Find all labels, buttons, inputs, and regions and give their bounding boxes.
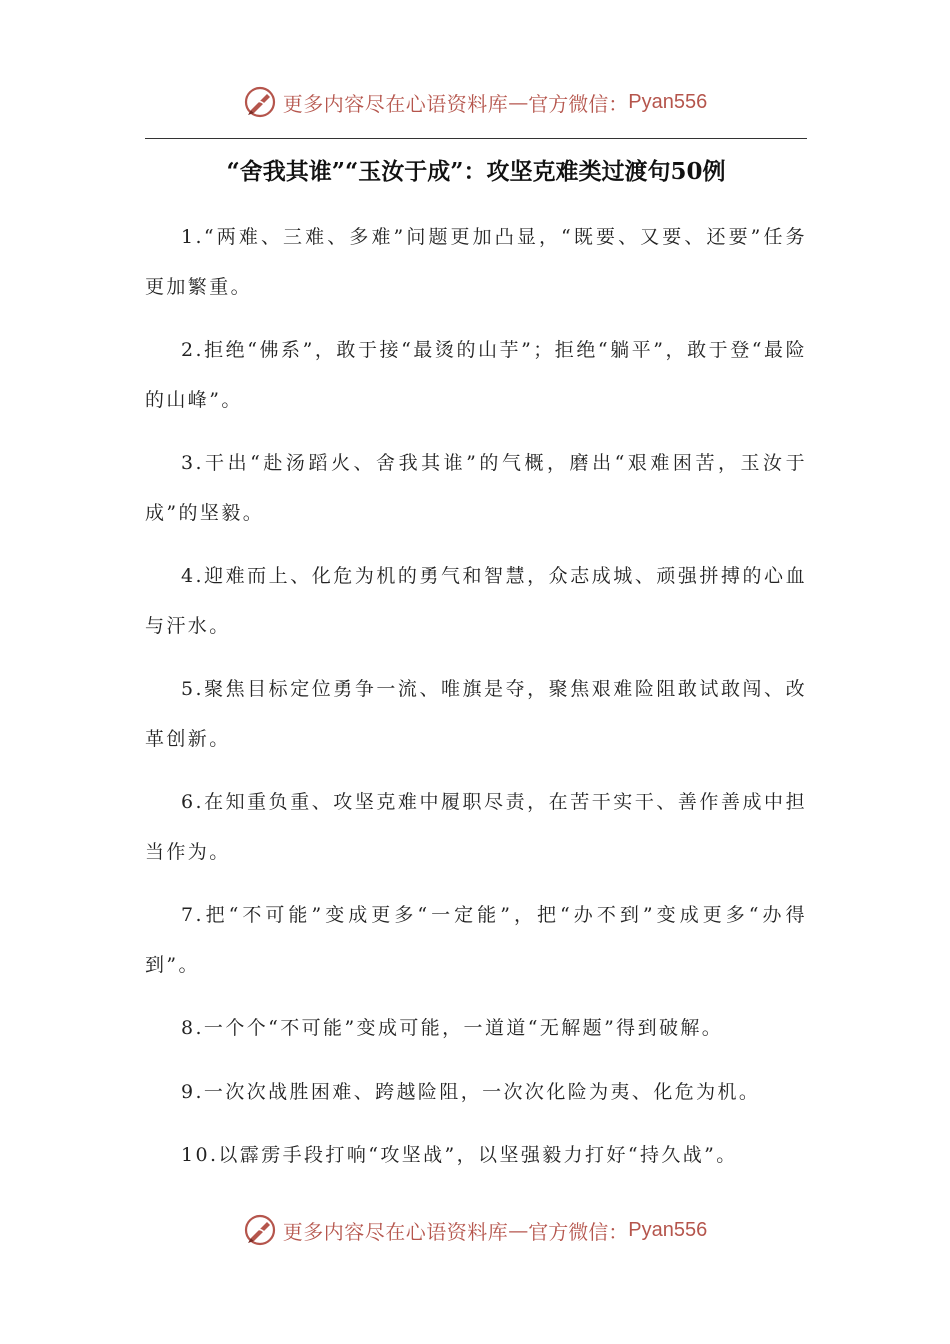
list-item: 10.以霹雳手段打响“攻坚战”，以坚强毅力打好“持久战”。: [181, 1144, 738, 1166]
banner-separator: —: [508, 90, 529, 114]
banner-separator: —: [508, 1218, 529, 1242]
list-item: 1.“两难、三难、多难”问题更加凸显，“既要、又要、还要”任务更加繁重。: [145, 226, 807, 298]
banner-wechat-id: Pyan556: [628, 1218, 708, 1241]
header-divider: [145, 138, 807, 139]
pen-logo-icon: [243, 1213, 277, 1247]
list-item: 4.迎难而上、化危为机的勇气和智慧，众志成城、顽强拼搏的心血与汗水。: [145, 565, 807, 637]
document-title: “舍我其谁”“玉汝于成”：攻坚克难类过渡句50例: [226, 158, 726, 185]
banner-text: 更多内容尽在心语资料库: [282, 91, 509, 116]
list-item: 8.一个个“不可能”变成可能，一道道“无解题”得到破解。: [181, 1017, 724, 1039]
header-banner: [0, 82, 950, 122]
footer-banner: [0, 1210, 950, 1250]
pen-logo-icon: [243, 85, 277, 119]
banner-wechat-id: Pyan556: [628, 90, 708, 113]
banner-wechat-label: 官方微信：: [528, 91, 629, 116]
list-item: 7.把“不可能”变成更多“一定能”，把“办不到”变成更多“办得到”。: [145, 904, 807, 976]
banner-wechat-label: 官方微信：: [528, 1219, 629, 1244]
list-item: 5.聚焦目标定位勇争一流、唯旗是夺，聚焦艰难险阻敢试敢闯、改革创新。: [145, 678, 807, 750]
list-item: 3.干出“赴汤蹈火、舍我其谁”的气概，磨出“艰难困苦，玉汝于成”的坚毅。: [145, 452, 807, 524]
list-item: 6.在知重负重、攻坚克难中履职尽责，在苦干实干、善作善成中担当作为。: [145, 791, 807, 863]
list-item: 2.拒绝“佛系”，敢于接“最烫的山芋”；拒绝“躺平”，敢于登“最险的山峰”。: [145, 339, 807, 411]
list-item: 9.一次次战胜困难、跨越险阻，一次次化险为夷、化危为机。: [181, 1080, 761, 1103]
banner-text: 更多内容尽在心语资料库: [282, 1219, 509, 1244]
item-list: [145, 213, 807, 1195]
